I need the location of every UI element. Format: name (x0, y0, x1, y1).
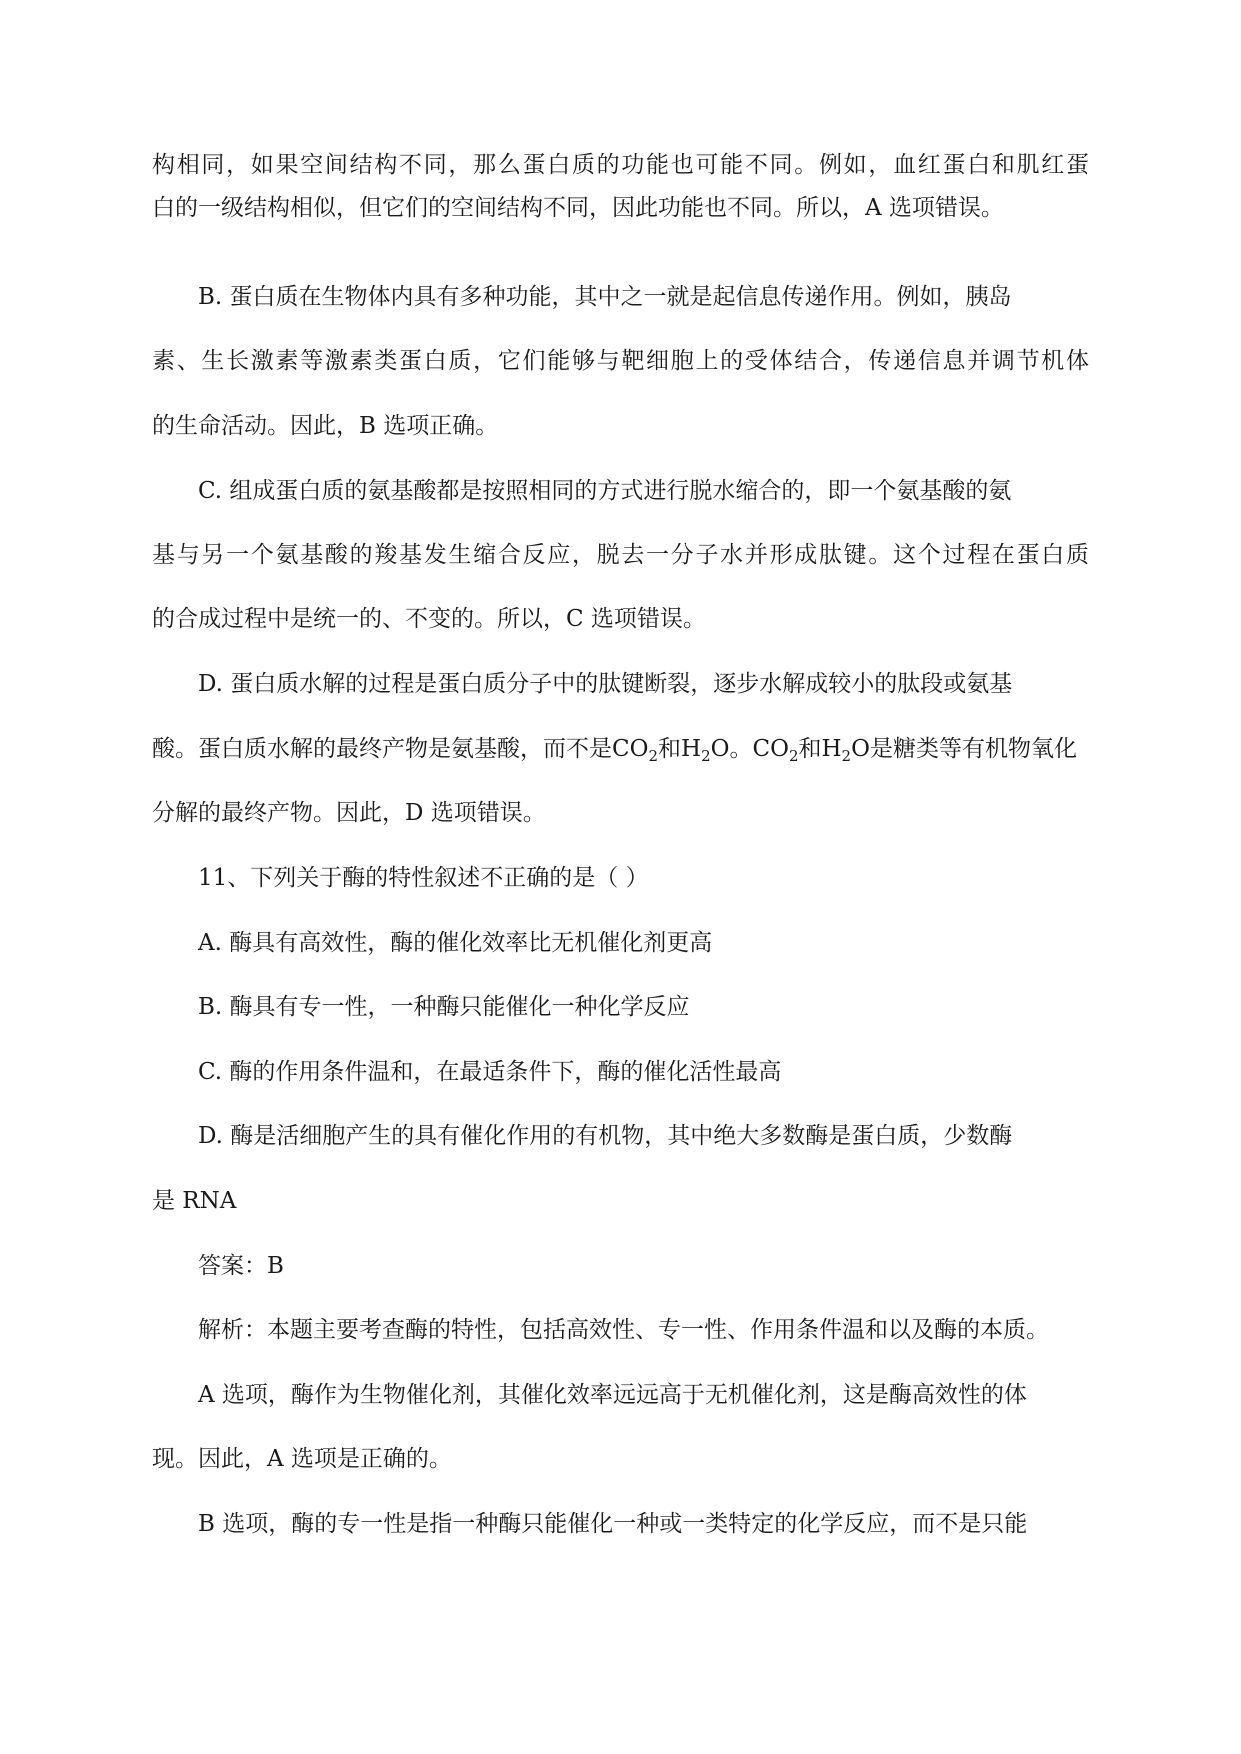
formula-text: 和H (658, 736, 702, 762)
paragraph-line: 基与另一个氨基酸的羧基发生缩合反应，脱去一分子水并形成肽键。这个过程在蛋白质 (152, 542, 1089, 568)
paragraph-line: B. 蛋白质在生物体内具有多种功能，其中之一就是起信息传递作用。例如，胰岛 (198, 284, 1012, 310)
formula-text: 酸。蛋白质水解的最终产物是氨基酸，而不是CO (152, 736, 649, 762)
analysis-line: 现。因此，A 选项是正确的。 (152, 1446, 452, 1472)
subscript: 2 (788, 747, 799, 765)
analysis-line: A 选项，酶作为生物催化剂，其催化效率远远高于无机催化剂，这是酶高效性的体 (198, 1382, 1027, 1408)
option-b: B. 酶具有专一性，一种酶只能催化一种化学反应 (198, 994, 690, 1020)
subscript: 2 (701, 747, 711, 765)
paragraph-line: D. 蛋白质水解的过程是蛋白质分子中的肽键断裂，逐步水解成较小的肽段或氨基 (198, 671, 1013, 697)
formula-line (152, 734, 1077, 764)
paragraph-line: 的生命活动。因此，B 选项正确。 (152, 413, 499, 439)
subscript: 2 (841, 747, 852, 765)
option-d: D. 酶是活细胞产生的具有催化作用的有机物，其中绝大多数酶是蛋白质，少数酶 (198, 1123, 1013, 1149)
paragraph-line: 素、生长激素等激素类蛋白质，它们能够与靶细胞上的受体结合，传递信息并调节机体 (152, 348, 1089, 374)
analysis-line: 解析：本题主要考查酶的特性，包括高效性、专一性、作用条件温和以及酶的本质。 (198, 1317, 1049, 1343)
question-title: 11、下列关于酶的特性叙述不正确的是（ ） (198, 865, 649, 891)
answer: 答案：B (198, 1253, 284, 1279)
paragraph-line: C. 组成蛋白质的氨基酸都是按照相同的方式进行脱水缩合的，即一个氨基酸的氨 (198, 478, 1012, 504)
option-c: C. 酶的作用条件温和，在最适条件下，酶的催化活性最高 (198, 1059, 782, 1085)
option-d-continued: 是 RNA (152, 1188, 237, 1214)
formula-text: 和H (798, 736, 842, 762)
paragraph-line: 分解的最终产物。因此，D 选项错误。 (152, 800, 546, 826)
subscript: 2 (648, 747, 659, 765)
paragraph-line: 的合成过程中是统一的、不变的。所以，C 选项错误。 (152, 606, 706, 632)
paragraph-line: 白的一级结构相似，但它们的空间结构不同，因此功能也不同。所以，A 选项错误。 (152, 195, 1004, 221)
formula-text: O是糖类等有机物氧化 (851, 736, 1077, 762)
formula-text: O。CO (710, 736, 789, 762)
option-a: A. 酶具有高效性，酶的催化效率比无机催化剂更高 (198, 930, 713, 956)
paragraph-line: 构相同，如果空间结构不同，那么蛋白质的功能也可能不同。例如，血红蛋白和肌红蛋 (152, 152, 1089, 178)
analysis-line: B 选项，酶的专一性是指一种酶只能催化一种或一类特定的化学反应，而不是只能 (198, 1511, 1028, 1537)
